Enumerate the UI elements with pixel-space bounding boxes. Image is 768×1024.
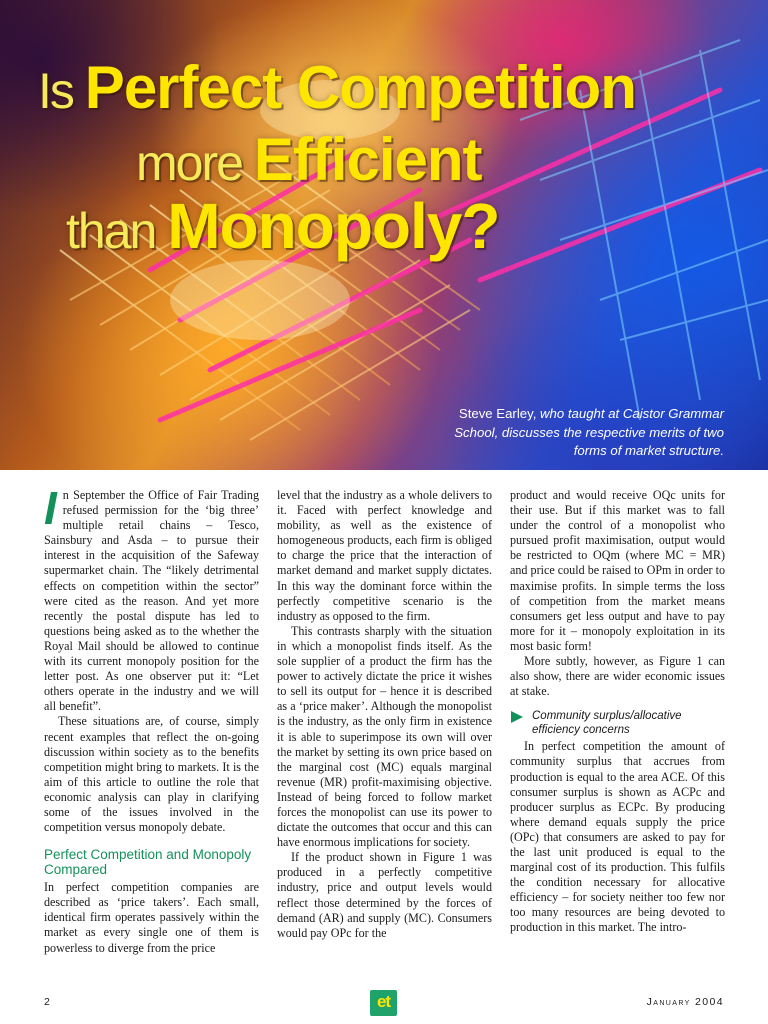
title-word-than: than xyxy=(66,203,168,259)
title-word-monopoly: Monopoly? xyxy=(167,190,500,262)
title-line-3 xyxy=(66,190,500,262)
standfirst xyxy=(424,405,724,461)
subheading xyxy=(510,709,725,737)
column-2 xyxy=(277,488,492,941)
hero-image xyxy=(0,0,768,470)
title-word-perfect-competition: Perfect Competition xyxy=(84,54,636,121)
article-title xyxy=(0,0,768,300)
paragraph: More subtly, however, as Figure 1 can also show, there are wider economic issues at stake. xyxy=(510,654,725,699)
triangle-bullet-icon xyxy=(511,711,523,723)
paragraph: These situations are, of course, simply recent examples that reflect the on-going discussion within society as to the benefits competition might bring to markets. It is the aim of this article to outline the role that economic analysis can play in clarifying some of the issues involved in the competition versus monopoly debate. xyxy=(44,714,259,835)
column-3 xyxy=(510,488,725,936)
title-line-2 xyxy=(136,126,482,193)
paragraph-text: n September the Office of Fair Trading refused permission for the ‘big three’ multiple retail chains – Tesco, Sainsbury and Asda – to pursue their interest in the acquisition of the Safeway supermarket chain. The “likely detrimental effects on competition within the sector” were cited as the reason. And yet more recently the postal dispute has led to questions being asked as to the whether the Royal Mail should be allowed to continue with its current monopoly position for the letter post. As one observer put it: “Let others operate in the industry and we will all benefit”. xyxy=(44,488,259,714)
title-word-more: more xyxy=(136,135,254,191)
author-byline: who taught at Caistor Grammar School, discusses the respective merits of two forms of market structure. xyxy=(454,406,724,458)
drop-cap: I xyxy=(44,482,57,534)
title-word-efficient: Efficient xyxy=(253,126,482,193)
section-heading: Perfect Competition and Monopoly Compared xyxy=(44,847,252,878)
intro-paragraph xyxy=(44,482,259,714)
paragraph: In perfect competition companies are described as ‘price takers’. Each small, identical firm operates passively within the market as every single one of them is powerless to diverge from the price xyxy=(44,880,259,955)
column-1 xyxy=(44,482,259,956)
paragraph: If the product shown in Figure 1 was produced in a perfectly competitive industry, price and output levels would reflect those determined by the forces of demand (AR) and supply (MC). Consumers would pay OPc for the xyxy=(277,850,492,940)
issue-date: January 2004 xyxy=(646,996,724,1008)
subheading-text: Community surplus/allocative efficiency concerns xyxy=(532,710,682,737)
title-line-1 xyxy=(38,54,636,121)
paragraph: level that the industry as a whole delivers to it. Faced with perfect knowledge and mobility, as well as the existence of homogeneous products, each firm is obliged to charge the price that the interaction of market demand and market supply dictates. In this way the dominant force within the perfectly competitive scenario is the industry as opposed to the firm. xyxy=(277,488,492,623)
title-word-is: Is xyxy=(38,63,85,119)
author-name: Steve Earley, xyxy=(458,406,537,421)
paragraph: This contrasts sharply with the situation in which a monopolist finds itself. As the sole supplier of a product the firm has the power to actively dictate the price it wishes to sell its output for – hence it is described as a ‘price maker’. Although the monopolist is the industry, as the only firm in existence it is able to superimpose its own will over the market by setting its own price based on the marginal cost (MC) equals marginal revenue (MR) profit-maximising objective. Instead of being forced to follow market forces the monopolist can use its power to dictate the outcomes that occur and this can have enormous implications for society. xyxy=(277,623,492,850)
magazine-logo: et xyxy=(370,990,397,1016)
page-number: 2 xyxy=(44,996,50,1008)
paragraph: In perfect competition the amount of community surplus that accrues from production is equal to the area ACE. Of this consumer surplus is shown as ACPc and producer surplus as ECPc. By producing where demand equals supply the price (OPc) that consumers are asked to pay for the last unit produced is equal to the marginal cost of its production. This fulfils the condition necessary for allocative efficiency – for society neither too few nor too many resources are being devoted to production in this market. The intro- xyxy=(510,739,725,935)
paragraph: product and would receive OQc units for their use. But if this market was to fall under the control of a monopolist who pursued profit maximisation, output would be restricted to OQm (where MC = MR) and price could be raised to OPm in order to maximise profits. In simple terms the loss of competition from the market means consumers get less output and have to pay more for it – monopoly exploitation in its most basic form! xyxy=(510,488,725,653)
page-footer xyxy=(0,990,768,1020)
